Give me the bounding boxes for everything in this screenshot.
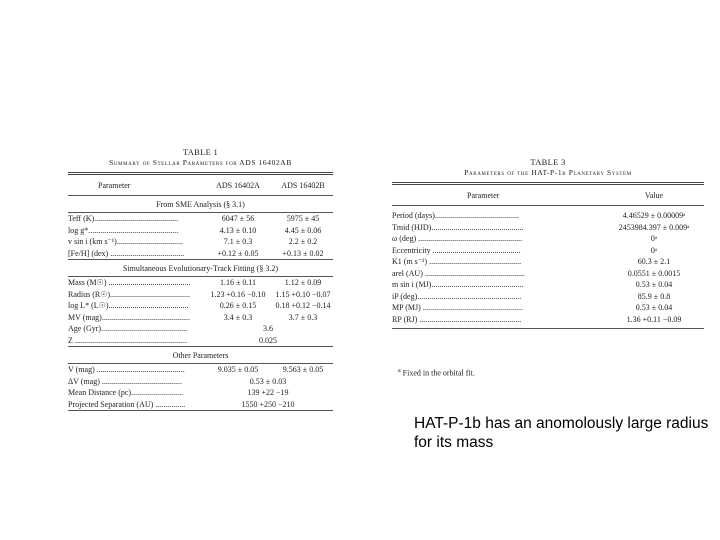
table-row: Eccentricity ............................................ 0ᵃ — [392, 245, 658, 255]
table-3-subtitle: Parameters of the HAT-P-1b Planetary System — [464, 168, 632, 177]
table-1-subtitle: Summary of Stellar Parameters for ADS 16402AB — [109, 158, 292, 167]
table-row: Projected Separation (AU) ............... 1550 +250 −210 — [68, 399, 295, 409]
table-row: Mean Distance (pc).......................... 139 +22 −19 — [68, 388, 289, 398]
table-row: ω (deg) .................................................... 0ᵃ — [392, 234, 658, 244]
table-row: v sin i (km s⁻¹)................................. 7.1 ± 0.3 2.2 ± 0.2 — [68, 237, 318, 247]
table-row: V (mag) ............................................ 9.035 ± 0.05 9.563 ± 0.05 — [68, 365, 324, 375]
section-rows — [68, 213, 333, 259]
table-row: Period (days).......................................... 4.46529 ± 0.00009ᵃ — [392, 211, 686, 221]
table-3-bottom-rule — [392, 328, 704, 329]
table-3-header — [392, 185, 704, 205]
section-title: Other Parameters — [172, 351, 229, 360]
table-row: log g*............................................. 4.13 ± 0.10 4.45 ± 0.06 — [68, 225, 322, 235]
table-row: K1 (m s⁻¹) .............................................. 60.3 ± 2.1 — [392, 257, 671, 267]
table-row: Mass (M☉) ......................................... 1.16 ± 0.11 1.12 ± 0.09 — [68, 278, 322, 288]
section-title: Simultaneous Evolutionary-Track Fitting (§ 3.2) — [122, 264, 279, 273]
table-row: ΔV (mag) ........................................ 0.53 ± 0.03 — [68, 376, 287, 386]
footnote-text: Fixed in the orbital fit. — [402, 368, 475, 378]
table-row: arel (AU) .................................................. 0.0551 ± 0.0015 — [392, 268, 681, 278]
col-ads-16402a: ADS 16402A — [216, 180, 260, 190]
table-row: iP (deg).................................................... 85.9 ± 0.8 — [392, 291, 671, 301]
table-1-bottom-rule — [68, 410, 333, 411]
table-row: RP (RJ) ................................................... 1.36 +0.11 −0.09 — [392, 314, 682, 324]
section-rows — [68, 364, 333, 410]
table-row: m sin i (MJ).............................................. 0.53 ± 0.04 — [392, 280, 673, 290]
col-parameter: Parameter — [98, 180, 131, 190]
col-ads-16402b: ADS 16402B — [281, 180, 325, 190]
table-1-header — [68, 175, 333, 195]
table-1-title: TABLE 1 — [182, 147, 219, 157]
footnote-mark: a — [398, 368, 401, 374]
table-row: Age (Gyr)........................................... 3.6 — [68, 324, 273, 334]
table-3 — [392, 158, 704, 329]
col-value: Value — [644, 190, 664, 200]
table-3-title: TABLE 3 — [530, 157, 566, 167]
col-parameter: Parameter — [467, 190, 500, 200]
table-row: Z ........................................................ 0.025 — [68, 335, 277, 345]
table-row: Radius (R☉)........................................ 1.23 +0.16 −0.10 1.15 +0.10 −0.07 — [68, 289, 331, 299]
annotation-text: HAT-P-1b has an anomolously large radius for its mass — [414, 415, 709, 451]
section-title: From SME Analysis (§ 3.1) — [156, 200, 245, 209]
table-row: [Fe/H] (dex) ..................................... +0.12 ± 0.05 +0.13 ± 0.02 — [68, 248, 324, 258]
table-1 — [68, 148, 333, 411]
table-row: Teff (K).......................................... 6047 ± 56 5975 ± 45 — [68, 214, 320, 224]
table-3-footnote — [398, 368, 475, 378]
table-row: MP (MJ) .................................................. 0.53 ± 0.04 — [392, 303, 673, 313]
table-row: Tmid (HJD).............................................. 2453984.397 ± 0.009ᵃ — [392, 222, 690, 232]
section-rows — [68, 277, 333, 346]
table-row: log L* (L☉)........................................ 0.26 ± 0.15 0.18 +0.12 −0.14 — [68, 301, 331, 311]
table-3-rows — [392, 210, 704, 325]
table-row: MV (mag)............................................ 3.4 ± 0.3 3.7 ± 0.3 — [68, 312, 318, 322]
